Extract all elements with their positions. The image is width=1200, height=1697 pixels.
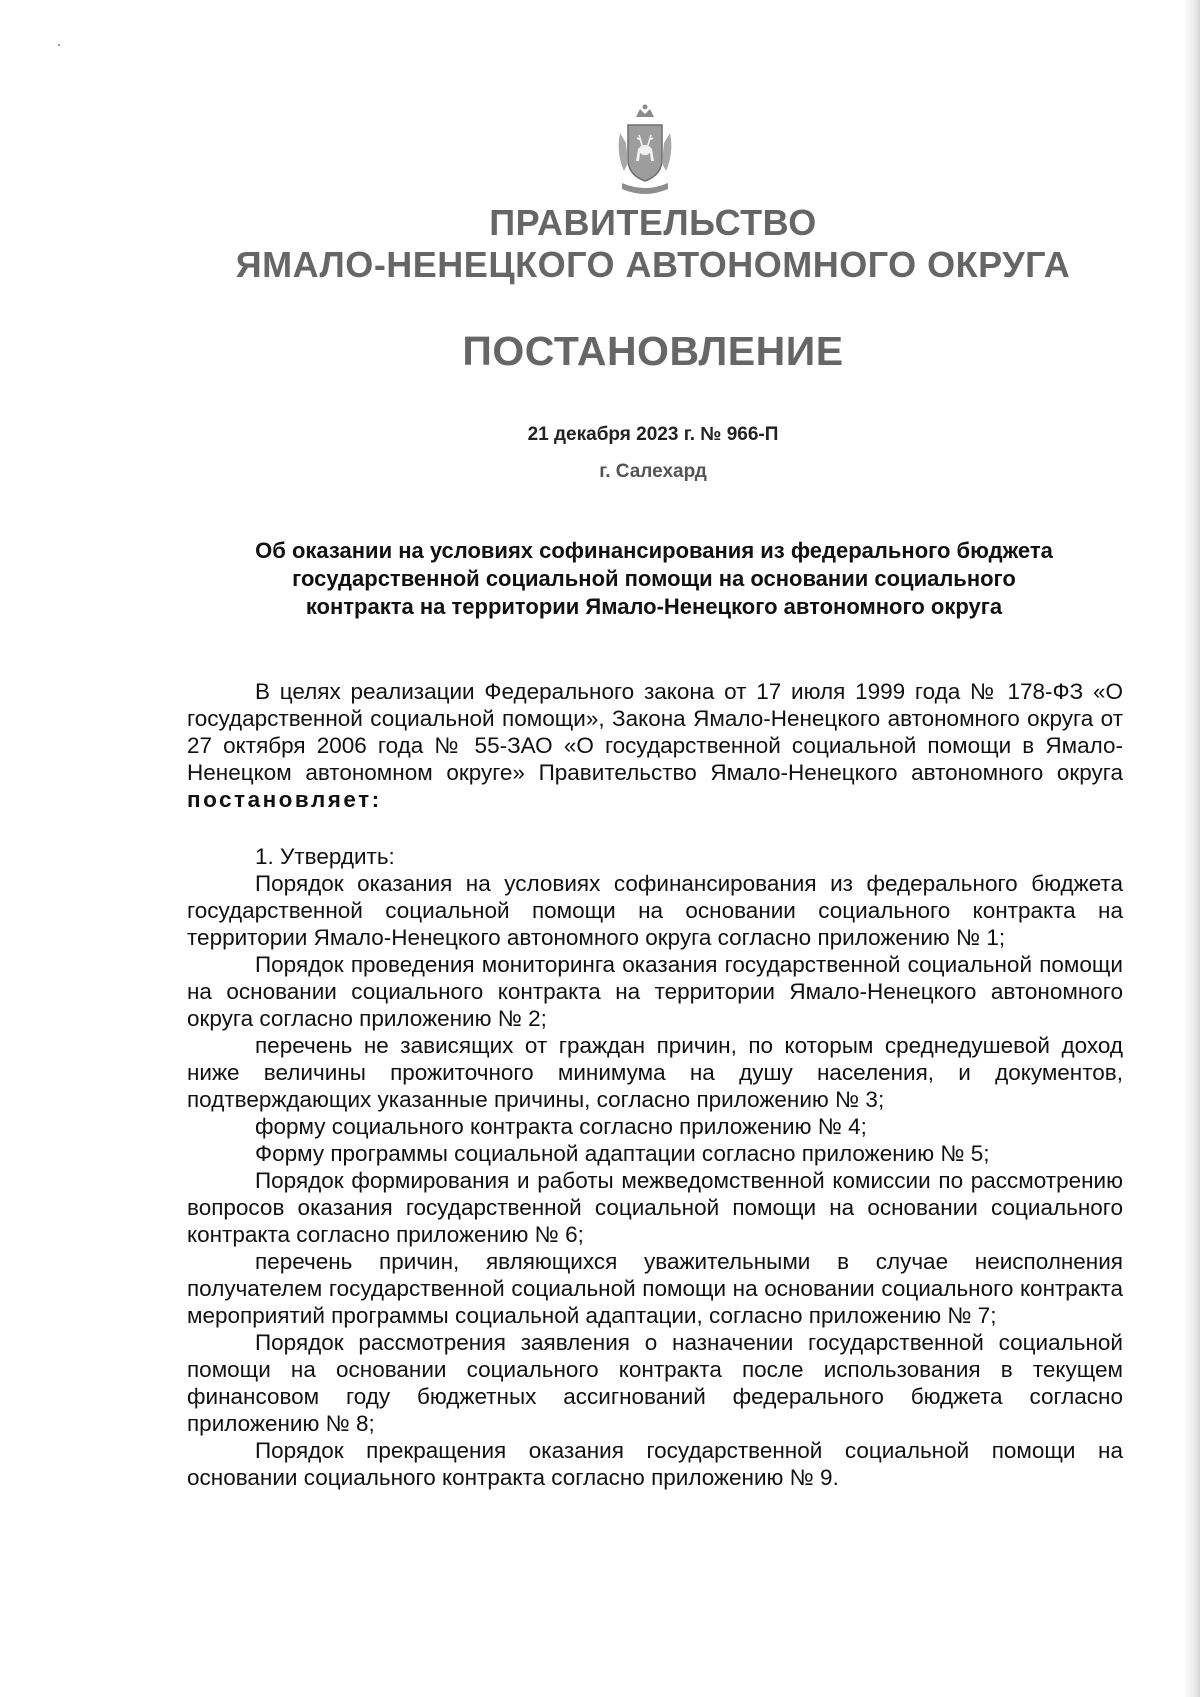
coat-of-arms-emblem (614, 103, 676, 203)
city: г. Салехард (599, 461, 707, 482)
list-item: форму социального контракта согласно приложению № 4; (255, 1114, 867, 1139)
preamble-text: В целях реализации Федерального закона от 17 июля 1999 года № 178-ФЗ «О государственной социальной помощи», Закона Ямало-Ненецкого автономного округа от 27 октября 2006 года № 55-ЗАО «О государственной социальной помощи в Ямало-Ненецком автономном округе» Правительство Ямало-Ненецкого автономного округа (187, 679, 1123, 785)
resolution-items (187, 843, 1123, 1491)
region-title: ЯМАЛО-НЕНЕЦКОГО АВТОНОМНОГО ОКРУГА (235, 244, 1071, 285)
list-item: Порядок формирования и работы межведомственной комиссии по рассмотрению вопросов оказания государственной социальной помощи на основании социального контракта согласно приложению № 6; (187, 1168, 1123, 1247)
title-line: государственной социальной помощи на основании социального (292, 566, 1016, 591)
document-type: ПОСТАНОВЛЕНИЕ (462, 328, 844, 374)
list-item: перечень причин, являющихся уважительными в случае неисполнения получателем государственной социальной помощи на основании социального контракта мероприятий программы социальной адаптации, согласно приложению № 7; (187, 1249, 1123, 1328)
preamble (187, 678, 1123, 813)
title-line: Об оказании на условиях софинансирования из федерального бюджета (255, 538, 1053, 563)
date-and-number: 21 декабря 2023 г. № 966-П (527, 424, 779, 445)
scan-speck (58, 44, 60, 46)
list-item: Порядок проведения мониторинга оказания государственной социальной помощи на основании социального контракта на территории Ямало-Ненецкого автономного округа согласно приложению № 2; (187, 952, 1123, 1031)
title-line: контракта на территории Ямало-Ненецкого автономного округа (305, 594, 1003, 619)
point-1-label: 1. Утвердить: (255, 844, 395, 869)
coat-of-arms-icon (614, 103, 676, 203)
list-item: Порядок прекращения оказания государственной социальной помощи на основании социального контракта согласно приложению № 9. (187, 1438, 1123, 1490)
resolves-word: постановляет: (187, 787, 382, 812)
list-item: Порядок оказания на условиях софинансирования из федерального бюджета государственной социальной помощи на основании социального контракта на территории Ямало-Ненецкого автономного округа согласно приложению № 1; (187, 871, 1123, 950)
list-item: перечень не зависящих от граждан причин, по которым среднедушевой доход ниже величины прожиточного минимума на душу населения, и документов, подтверждающих указанные причины, согласно приложению № 3; (187, 1033, 1123, 1112)
list-item: Порядок рассмотрения заявления о назначении государственной социальной помощи на основании социального контракта после использования в текущем финансовом году бюджетных ассигнований федерального бюджета согласно приложению № 8; (187, 1330, 1123, 1436)
preamble-paragraph (187, 678, 1123, 813)
document-title (196, 537, 1112, 621)
list-item: Форму программы социальной адаптации согласно приложению № 5; (255, 1141, 990, 1166)
government-title: ПРАВИТЕЛЬСТВО (489, 202, 817, 243)
